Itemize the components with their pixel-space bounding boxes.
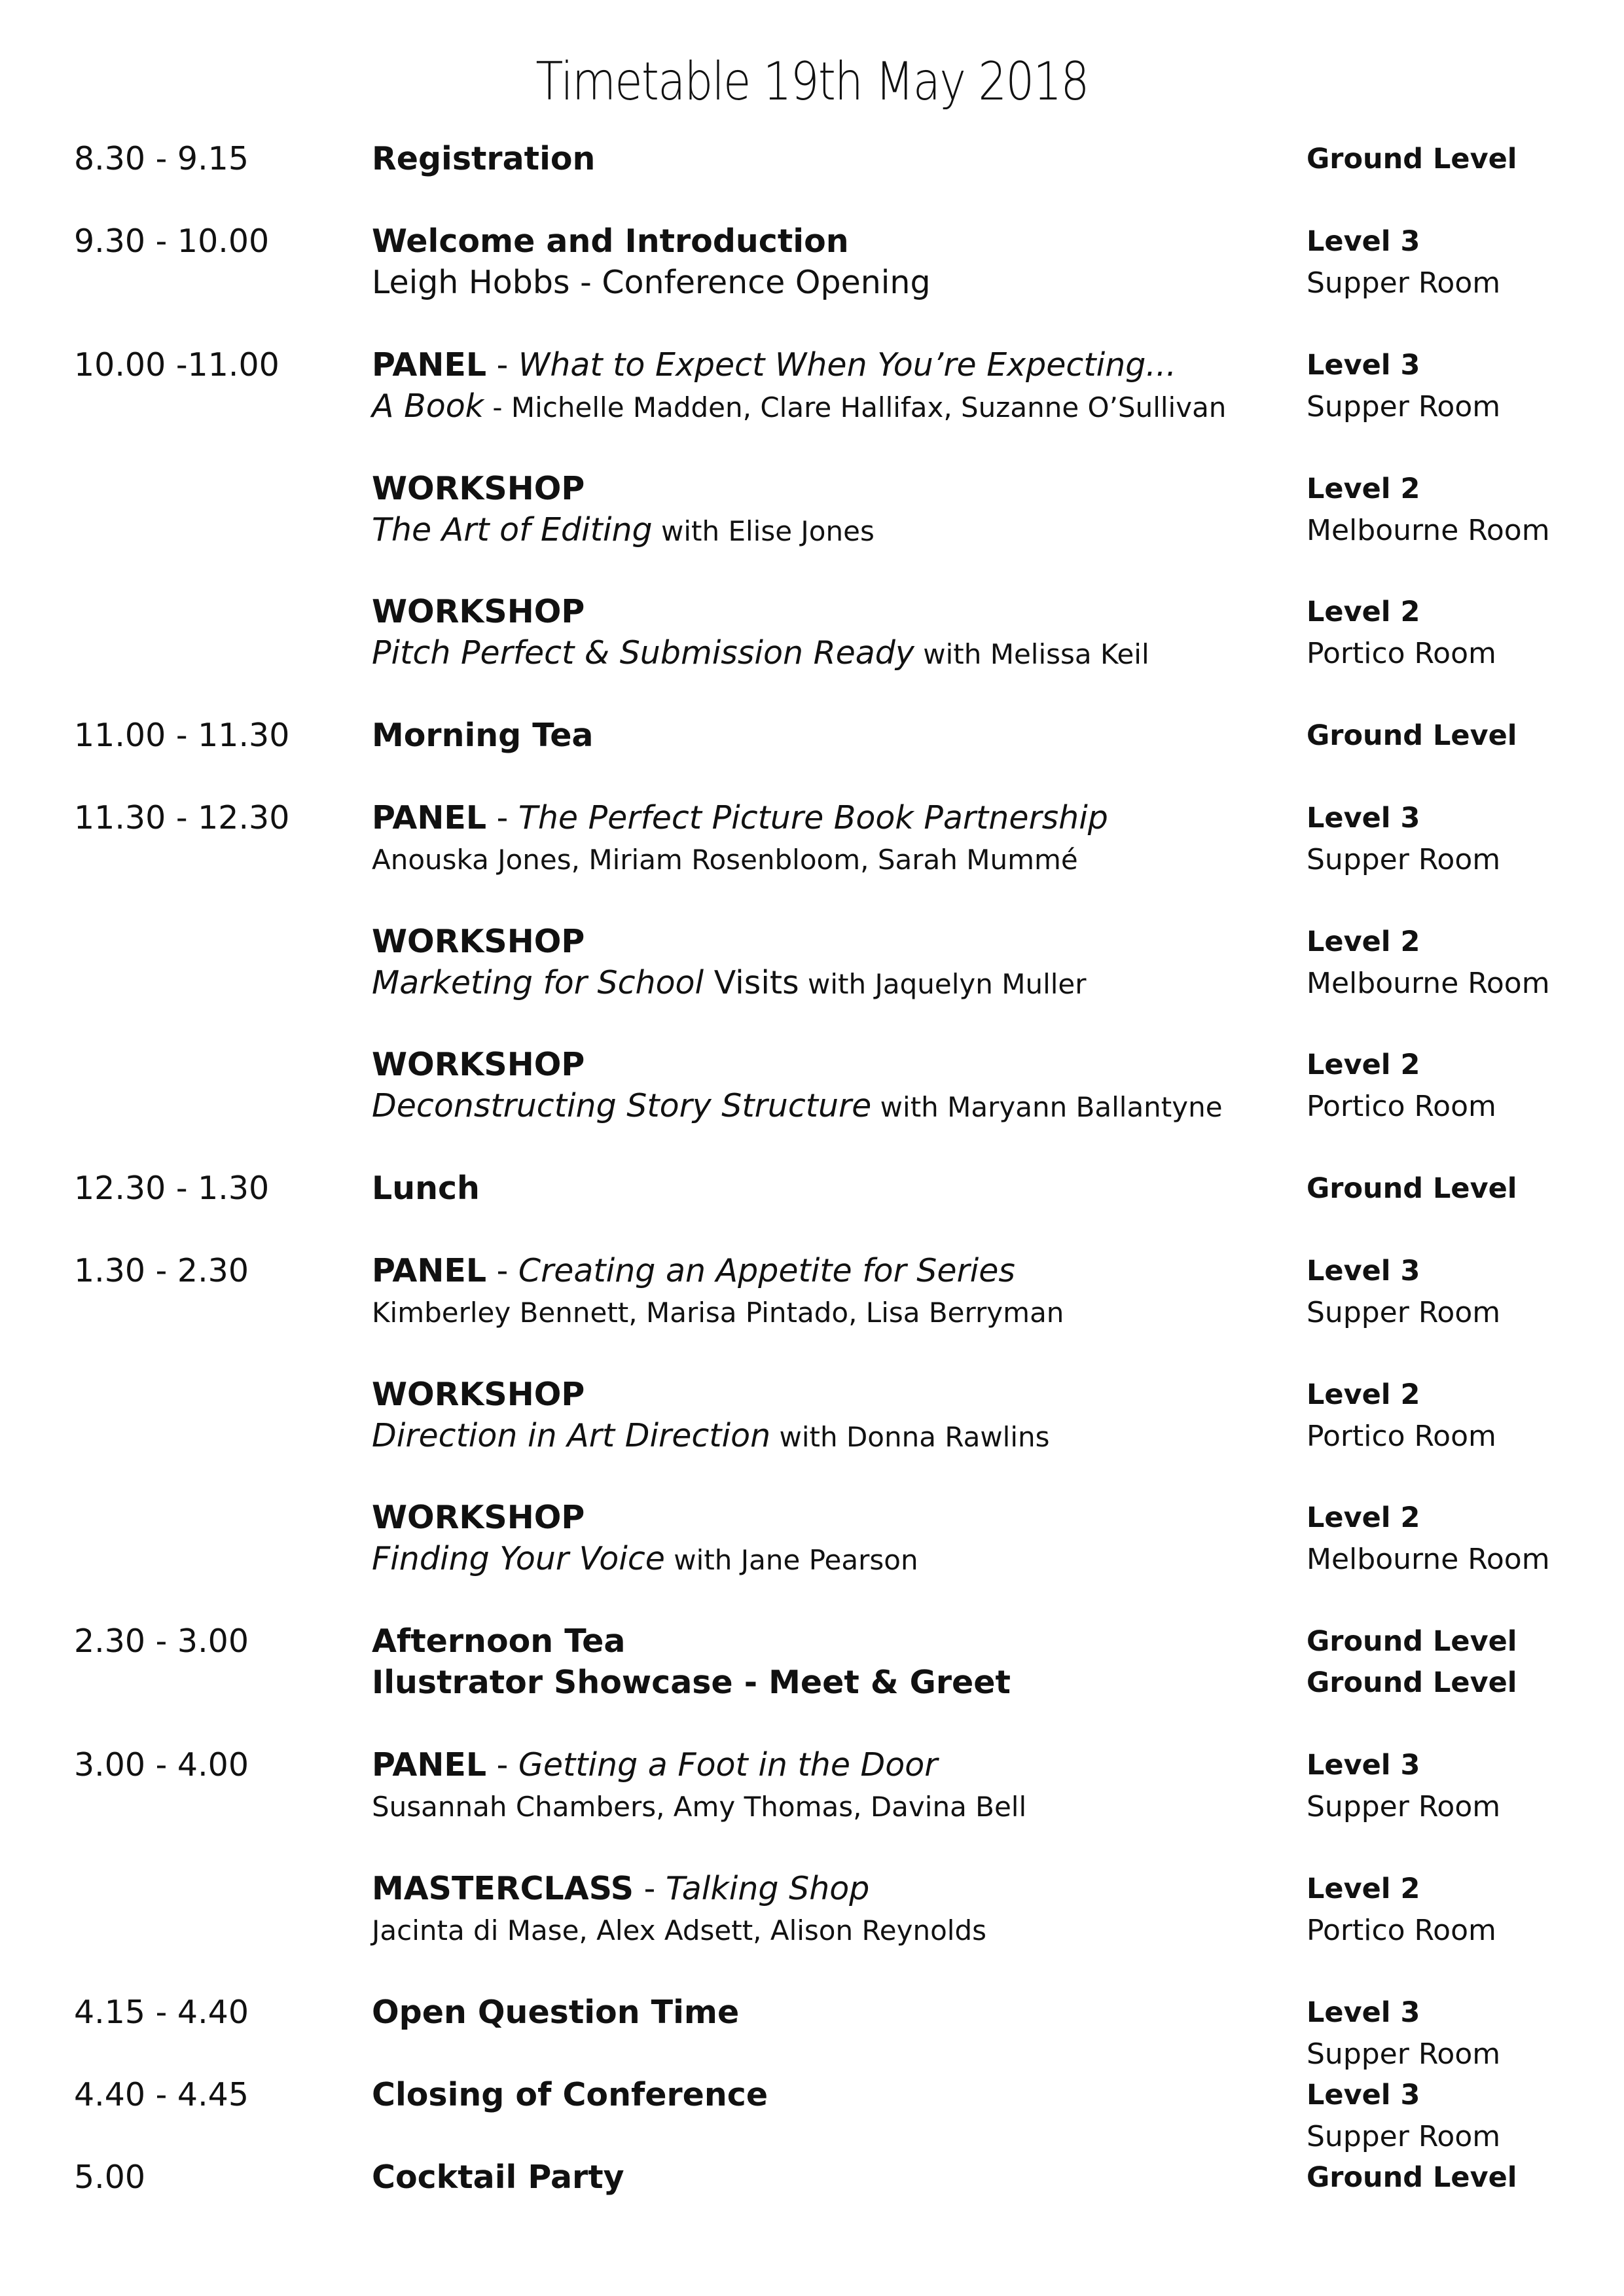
venue-level: Ground Level xyxy=(1307,719,1517,752)
separator: - xyxy=(486,799,518,836)
session-title-plain: Visits xyxy=(704,964,799,1001)
time-slot: 4.15 - 4.40 xyxy=(74,1994,249,2031)
venue-level: Ground Level xyxy=(1307,2161,1517,2194)
event-title: Registration xyxy=(372,140,596,177)
time-slot: 1.30 - 2.30 xyxy=(74,1252,249,1289)
session-presenters: Anouska Jones, Miriam Rosenbloom, Sarah Mummé xyxy=(372,844,1078,876)
venue-level: Level 3 xyxy=(1307,225,1420,258)
session-line xyxy=(372,346,1177,384)
separator: - xyxy=(486,346,518,384)
event-title: Open Question Time xyxy=(372,1994,740,2031)
session-line xyxy=(372,511,875,548)
venue-room: Supper Room xyxy=(1307,2120,1501,2153)
event-title: Closing of Conference xyxy=(372,2076,768,2113)
venue-room: Melbourne Room xyxy=(1307,967,1550,1000)
time-slot: 11.00 - 11.30 xyxy=(74,717,290,754)
venue-level: Level 3 xyxy=(1307,1255,1420,1287)
session-title: Getting a Foot in the Door xyxy=(518,1746,938,1784)
session-line xyxy=(372,634,1149,672)
session-line xyxy=(372,1746,938,1784)
venue-room: Portico Room xyxy=(1307,1090,1496,1123)
session-presenters: Jacinta di Mase, Alex Adsett, Alison Reynolds xyxy=(372,1914,986,1946)
time-slot: 2.30 - 3.00 xyxy=(74,1623,249,1660)
page-title: Timetable 19th May 2018 xyxy=(535,51,1089,112)
session-kind: WORKSHOP xyxy=(372,1499,585,1536)
session-presenters: Kimberley Bennett, Marisa Pintado, Lisa Berryman xyxy=(372,1297,1064,1329)
session-kind: WORKSHOP xyxy=(372,1046,585,1083)
event-title: Morning Tea xyxy=(372,717,594,754)
session-line xyxy=(372,964,1087,1001)
venue-room: Supper Room xyxy=(1307,390,1501,423)
event-title: Cocktail Party xyxy=(372,2159,624,2196)
session-title: Talking Shop xyxy=(665,1870,870,1907)
venue-level: Level 3 xyxy=(1307,2079,1420,2111)
time-slot: 8.30 - 9.15 xyxy=(74,140,249,177)
time-slot: 11.30 - 12.30 xyxy=(74,799,290,836)
separator: - xyxy=(484,391,511,423)
session-presenter: with Jaquelyn Muller xyxy=(799,968,1087,1000)
event-title: Lunch xyxy=(372,1170,480,1207)
session-title: Pitch Perfect & Submission Ready xyxy=(372,634,914,672)
session-title: Finding Your Voice xyxy=(372,1540,665,1577)
separator: - xyxy=(486,1746,518,1784)
session-presenter: with Melissa Keil xyxy=(914,638,1149,670)
session-line xyxy=(372,799,1108,836)
venue-room: Melbourne Room xyxy=(1307,1543,1550,1576)
session-line xyxy=(372,1540,918,1577)
session-title: Creating an Appetite for Series xyxy=(518,1252,1015,1289)
venue-room: Supper Room xyxy=(1307,1296,1501,1329)
session-title: The Perfect Picture Book Partnership xyxy=(518,799,1108,836)
session-kind: PANEL xyxy=(372,346,487,384)
venue-level: Level 2 xyxy=(1307,596,1420,628)
event-title: Welcome and Introduction xyxy=(372,223,849,260)
venue-level: Level 2 xyxy=(1307,1501,1420,1534)
time-slot: 3.00 - 4.00 xyxy=(74,1746,249,1784)
event-title: Ilustrator Showcase - Meet & Greet xyxy=(372,1664,1011,1701)
session-kind: MASTERCLASS xyxy=(372,1870,634,1907)
venue-room: Portico Room xyxy=(1307,1420,1496,1453)
venue-level: Level 3 xyxy=(1307,802,1420,834)
session-title: Direction in Art Direction xyxy=(372,1417,771,1454)
time-slot: 9.30 - 10.00 xyxy=(74,223,270,260)
venue-room: Supper Room xyxy=(1307,2037,1501,2071)
event-title: Afternoon Tea xyxy=(372,1623,626,1660)
venue-level: Level 2 xyxy=(1307,1049,1420,1081)
session-line xyxy=(372,1087,1223,1124)
venue-level: Ground Level xyxy=(1307,143,1517,175)
session-title-cont: A Book xyxy=(372,387,484,425)
venue-level: Level 2 xyxy=(1307,473,1420,505)
session-kind: PANEL xyxy=(372,799,487,836)
session-kind: PANEL xyxy=(372,1746,487,1784)
venue-level: Level 3 xyxy=(1307,1996,1420,2029)
session-kind: WORKSHOP xyxy=(372,923,585,960)
session-kind: WORKSHOP xyxy=(372,1376,585,1413)
venue-room: Supper Room xyxy=(1307,266,1501,300)
session-kind: PANEL xyxy=(372,1252,487,1289)
venue-level: Level 2 xyxy=(1307,1873,1420,1905)
venue-level: Ground Level xyxy=(1307,1666,1517,1699)
session-kind: WORKSHOP xyxy=(372,593,585,630)
session-title: What to Expect When You’re Expecting... xyxy=(518,346,1177,384)
time-slot: 5.00 xyxy=(74,2159,146,2196)
session-line xyxy=(372,1252,1015,1289)
separator: - xyxy=(486,1252,518,1289)
time-slot: 4.40 - 4.45 xyxy=(74,2076,249,2113)
venue-room: Supper Room xyxy=(1307,843,1501,876)
venue-level: Ground Level xyxy=(1307,1172,1517,1205)
session-title: The Art of Editing xyxy=(372,511,653,548)
session-presenter: with Donna Rawlins xyxy=(770,1421,1050,1453)
venue-level: Level 2 xyxy=(1307,1378,1420,1411)
session-kind: WORKSHOP xyxy=(372,470,585,507)
venue-room: Supper Room xyxy=(1307,1790,1501,1823)
session-presenters: Susannah Chambers, Amy Thomas, Davina Bell xyxy=(372,1791,1027,1823)
venue-level: Level 3 xyxy=(1307,1749,1420,1782)
venue-room: Portico Room xyxy=(1307,1914,1496,1947)
session-presenter: with Elise Jones xyxy=(652,515,875,547)
separator: - xyxy=(634,1870,666,1907)
session-line xyxy=(372,1870,870,1907)
venue-level: Level 3 xyxy=(1307,349,1420,382)
time-slot: 12.30 - 1.30 xyxy=(74,1170,270,1207)
venue-level: Ground Level xyxy=(1307,1625,1517,1658)
session-presenter: with Jane Pearson xyxy=(664,1544,918,1576)
session-presenters: Michelle Madden, Clare Hallifax, Suzanne O’Sullivan xyxy=(511,391,1227,423)
session-line xyxy=(372,1417,1050,1454)
venue-room: Portico Room xyxy=(1307,637,1496,670)
session-line-2 xyxy=(372,387,1227,425)
event-subtitle: Leigh Hobbs - Conference Opening xyxy=(372,264,931,301)
venue-room: Melbourne Room xyxy=(1307,514,1550,547)
venue-level: Level 2 xyxy=(1307,925,1420,958)
session-title: Marketing for School xyxy=(372,964,704,1001)
session-presenter: with Maryann Ballantyne xyxy=(871,1091,1223,1123)
time-slot: 10.00 -11.00 xyxy=(74,346,280,384)
session-title: Deconstructing Story Structure xyxy=(372,1087,872,1124)
